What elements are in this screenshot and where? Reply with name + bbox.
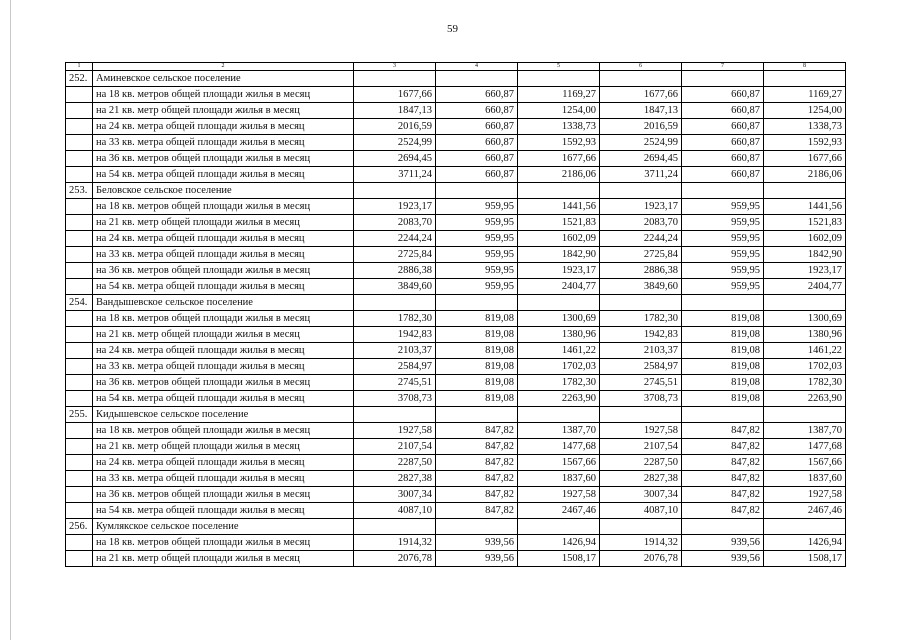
row-label: на 54 кв. метра общей площади жилья в месяц	[93, 503, 354, 519]
value-cell: 1842,90	[764, 247, 846, 263]
value-cell: 1914,32	[600, 535, 682, 551]
row-label: на 33 кв. метра общей площади жилья в месяц	[93, 247, 354, 263]
row-label: на 18 кв. метров общей площади жилья в месяц	[93, 423, 354, 439]
column-number: 3	[354, 63, 436, 71]
value-cell: 847,82	[436, 487, 518, 503]
value-cell: 1914,32	[354, 535, 436, 551]
value-cell: 847,82	[436, 471, 518, 487]
value-cell: 1169,27	[518, 87, 600, 103]
value-cell: 3007,34	[354, 487, 436, 503]
value-cell: 1461,22	[518, 343, 600, 359]
empty-index-cell	[66, 167, 93, 183]
value-cell: 1677,66	[354, 87, 436, 103]
table-row	[66, 391, 846, 407]
value-cell: 660,87	[682, 151, 764, 167]
settlement-row	[66, 71, 846, 87]
empty-cell	[764, 519, 846, 535]
empty-index-cell	[66, 263, 93, 279]
empty-index-cell	[66, 103, 93, 119]
value-cell: 2524,99	[354, 135, 436, 151]
empty-index-cell	[66, 455, 93, 471]
empty-index-cell	[66, 231, 93, 247]
empty-index-cell	[66, 215, 93, 231]
row-label: на 54 кв. метра общей площади жилья в месяц	[93, 167, 354, 183]
value-cell: 660,87	[682, 87, 764, 103]
value-cell: 1567,66	[518, 455, 600, 471]
value-cell: 1602,09	[518, 231, 600, 247]
empty-cell	[354, 71, 436, 87]
table-row	[66, 327, 846, 343]
value-cell: 2725,84	[354, 247, 436, 263]
value-cell: 4087,10	[354, 503, 436, 519]
value-cell: 660,87	[682, 103, 764, 119]
value-cell: 1923,17	[600, 199, 682, 215]
value-cell: 2725,84	[600, 247, 682, 263]
row-label: на 36 кв. метров общей площади жилья в месяц	[93, 263, 354, 279]
empty-cell	[436, 183, 518, 199]
empty-index-cell	[66, 487, 93, 503]
value-cell: 819,08	[682, 343, 764, 359]
column-number: 5	[518, 63, 600, 71]
value-cell: 1923,17	[518, 263, 600, 279]
value-cell: 1380,96	[518, 327, 600, 343]
value-cell: 660,87	[436, 87, 518, 103]
empty-index-cell	[66, 119, 93, 135]
row-label: на 54 кв. метра общей площади жилья в месяц	[93, 391, 354, 407]
table-row	[66, 535, 846, 551]
value-cell: 1782,30	[764, 375, 846, 391]
value-cell: 1441,56	[764, 199, 846, 215]
table-body	[66, 63, 846, 567]
value-cell: 2083,70	[354, 215, 436, 231]
value-cell: 959,95	[682, 263, 764, 279]
column-number: 6	[600, 63, 682, 71]
row-label: на 21 кв. метр общей площади жилья в месяц	[93, 439, 354, 455]
value-cell: 660,87	[682, 167, 764, 183]
value-cell: 2103,37	[354, 343, 436, 359]
value-cell: 3711,24	[600, 167, 682, 183]
empty-cell	[436, 71, 518, 87]
value-cell: 3007,34	[600, 487, 682, 503]
value-cell: 1380,96	[764, 327, 846, 343]
empty-index-cell	[66, 471, 93, 487]
empty-index-cell	[66, 439, 93, 455]
value-cell: 939,56	[682, 551, 764, 567]
row-label: на 18 кв. метров общей площади жилья в месяц	[93, 311, 354, 327]
value-cell: 2827,38	[354, 471, 436, 487]
value-cell: 2016,59	[354, 119, 436, 135]
empty-index-cell	[66, 247, 93, 263]
empty-cell	[764, 407, 846, 423]
value-cell: 2694,45	[600, 151, 682, 167]
table-row	[66, 455, 846, 471]
value-cell: 660,87	[436, 135, 518, 151]
empty-index-cell	[66, 391, 93, 407]
value-cell: 959,95	[436, 231, 518, 247]
table-row	[66, 503, 846, 519]
value-cell: 1842,90	[518, 247, 600, 263]
value-cell: 847,82	[436, 503, 518, 519]
value-cell: 2404,77	[764, 279, 846, 295]
value-cell: 959,95	[682, 199, 764, 215]
table-row	[66, 279, 846, 295]
value-cell: 1387,70	[764, 423, 846, 439]
value-cell: 847,82	[682, 487, 764, 503]
empty-cell	[518, 183, 600, 199]
value-cell: 3708,73	[600, 391, 682, 407]
settlement-row	[66, 519, 846, 535]
value-cell: 660,87	[436, 119, 518, 135]
column-number-row	[66, 63, 846, 71]
empty-index-cell	[66, 423, 93, 439]
table-row	[66, 119, 846, 135]
value-cell: 1923,17	[764, 263, 846, 279]
row-label: на 18 кв. метров общей площади жилья в месяц	[93, 535, 354, 551]
row-label: на 33 кв. метра общей площади жилья в месяц	[93, 471, 354, 487]
value-cell: 2287,50	[600, 455, 682, 471]
row-label: на 36 кв. метров общей площади жилья в месяц	[93, 375, 354, 391]
value-cell: 1927,58	[764, 487, 846, 503]
row-label: на 21 кв. метр общей площади жилья в месяц	[93, 103, 354, 119]
settlement-row	[66, 407, 846, 423]
value-cell: 3711,24	[354, 167, 436, 183]
row-label: на 54 кв. метра общей площади жилья в месяц	[93, 279, 354, 295]
value-cell: 959,95	[436, 199, 518, 215]
column-number: 8	[764, 63, 846, 71]
empty-cell	[354, 407, 436, 423]
value-cell: 2404,77	[518, 279, 600, 295]
empty-cell	[354, 519, 436, 535]
row-label: на 21 кв. метр общей площади жилья в месяц	[93, 327, 354, 343]
table-row	[66, 263, 846, 279]
empty-index-cell	[66, 327, 93, 343]
table-row	[66, 103, 846, 119]
value-cell: 847,82	[682, 503, 764, 519]
table-row	[66, 359, 846, 375]
row-label: на 18 кв. метров общей площади жилья в месяц	[93, 87, 354, 103]
empty-cell	[764, 295, 846, 311]
value-cell: 939,56	[436, 551, 518, 567]
value-cell: 819,08	[682, 311, 764, 327]
empty-cell	[354, 183, 436, 199]
value-cell: 1592,93	[764, 135, 846, 151]
value-cell: 819,08	[436, 311, 518, 327]
empty-cell	[518, 71, 600, 87]
settlement-name: Беловское сельское поселение	[93, 183, 354, 199]
empty-index-cell	[66, 375, 93, 391]
empty-index-cell	[66, 151, 93, 167]
value-cell: 4087,10	[600, 503, 682, 519]
empty-cell	[764, 183, 846, 199]
value-cell: 2467,46	[518, 503, 600, 519]
settlement-index: 255.	[66, 407, 93, 423]
value-cell: 2083,70	[600, 215, 682, 231]
value-cell: 1521,83	[518, 215, 600, 231]
value-cell: 939,56	[436, 535, 518, 551]
value-cell: 1461,22	[764, 343, 846, 359]
value-cell: 2186,06	[518, 167, 600, 183]
settlement-index: 253.	[66, 183, 93, 199]
value-cell: 2745,51	[354, 375, 436, 391]
value-cell: 1441,56	[518, 199, 600, 215]
row-label: на 24 кв. метра общей площади жилья в месяц	[93, 455, 354, 471]
value-cell: 1508,17	[518, 551, 600, 567]
empty-cell	[600, 183, 682, 199]
value-cell: 819,08	[682, 375, 764, 391]
table-row	[66, 151, 846, 167]
empty-cell	[436, 295, 518, 311]
value-cell: 2886,38	[600, 263, 682, 279]
value-cell: 660,87	[682, 135, 764, 151]
value-cell: 1677,66	[764, 151, 846, 167]
value-cell: 660,87	[436, 151, 518, 167]
value-cell: 2186,06	[764, 167, 846, 183]
settlement-index: 252.	[66, 71, 93, 87]
value-cell: 1677,66	[518, 151, 600, 167]
row-label: на 18 кв. метров общей площади жилья в месяц	[93, 199, 354, 215]
value-cell: 959,95	[682, 231, 764, 247]
row-label: на 24 кв. метра общей площади жилья в месяц	[93, 119, 354, 135]
empty-cell	[682, 519, 764, 535]
value-cell: 2584,97	[354, 359, 436, 375]
scan-margin-line	[10, 0, 11, 640]
value-cell: 1254,00	[518, 103, 600, 119]
value-cell: 1927,58	[600, 423, 682, 439]
value-cell: 1426,94	[518, 535, 600, 551]
value-cell: 1782,30	[600, 311, 682, 327]
empty-index-cell	[66, 199, 93, 215]
value-cell: 819,08	[436, 343, 518, 359]
value-cell: 2694,45	[354, 151, 436, 167]
value-cell: 1602,09	[764, 231, 846, 247]
settlement-name: Вандышевское сельское поселение	[93, 295, 354, 311]
value-cell: 959,95	[682, 279, 764, 295]
value-cell: 1837,60	[518, 471, 600, 487]
row-label: на 24 кв. метра общей площади жилья в месяц	[93, 343, 354, 359]
value-cell: 847,82	[682, 455, 764, 471]
table-row	[66, 311, 846, 327]
empty-cell	[518, 407, 600, 423]
settlement-name: Кидышевское сельское поселение	[93, 407, 354, 423]
row-label: на 36 кв. метров общей площади жилья в месяц	[93, 151, 354, 167]
value-cell: 1847,13	[600, 103, 682, 119]
empty-cell	[600, 407, 682, 423]
column-number: 7	[682, 63, 764, 71]
value-cell: 2263,90	[518, 391, 600, 407]
empty-cell	[436, 407, 518, 423]
value-cell: 939,56	[682, 535, 764, 551]
value-cell: 1254,00	[764, 103, 846, 119]
empty-cell	[518, 295, 600, 311]
value-cell: 2524,99	[600, 135, 682, 151]
settlement-row	[66, 183, 846, 199]
value-cell: 1702,03	[764, 359, 846, 375]
value-cell: 847,82	[682, 423, 764, 439]
value-cell: 1521,83	[764, 215, 846, 231]
empty-index-cell	[66, 279, 93, 295]
value-cell: 660,87	[436, 167, 518, 183]
value-cell: 1592,93	[518, 135, 600, 151]
value-cell: 2467,46	[764, 503, 846, 519]
empty-cell	[682, 71, 764, 87]
row-label: на 36 кв. метров общей площади жилья в месяц	[93, 487, 354, 503]
settlement-index: 254.	[66, 295, 93, 311]
value-cell: 660,87	[436, 103, 518, 119]
value-cell: 819,08	[436, 391, 518, 407]
empty-index-cell	[66, 359, 93, 375]
value-cell: 959,95	[436, 263, 518, 279]
settlement-row	[66, 295, 846, 311]
empty-cell	[436, 519, 518, 535]
table-row	[66, 423, 846, 439]
value-cell: 847,82	[436, 439, 518, 455]
value-cell: 1923,17	[354, 199, 436, 215]
empty-cell	[682, 407, 764, 423]
value-cell: 1677,66	[600, 87, 682, 103]
empty-cell	[600, 519, 682, 535]
value-cell: 959,95	[682, 247, 764, 263]
settlement-index: 256.	[66, 519, 93, 535]
value-cell: 2287,50	[354, 455, 436, 471]
empty-index-cell	[66, 311, 93, 327]
value-cell: 1782,30	[518, 375, 600, 391]
row-label: на 24 кв. метра общей площади жилья в месяц	[93, 231, 354, 247]
table-row	[66, 167, 846, 183]
settlement-name: Кумлякское сельское поселение	[93, 519, 354, 535]
value-cell: 2016,59	[600, 119, 682, 135]
value-cell: 847,82	[682, 439, 764, 455]
value-cell: 2107,54	[600, 439, 682, 455]
table-row	[66, 487, 846, 503]
empty-cell	[600, 71, 682, 87]
empty-index-cell	[66, 343, 93, 359]
value-cell: 2244,24	[600, 231, 682, 247]
value-cell: 1702,03	[518, 359, 600, 375]
empty-cell	[518, 519, 600, 535]
value-cell: 819,08	[682, 391, 764, 407]
row-label: на 21 кв. метр общей площади жилья в месяц	[93, 551, 354, 567]
value-cell: 959,95	[436, 247, 518, 263]
empty-index-cell	[66, 87, 93, 103]
empty-index-cell	[66, 535, 93, 551]
page-number: 59	[447, 23, 458, 35]
value-cell: 2103,37	[600, 343, 682, 359]
value-cell: 1942,83	[354, 327, 436, 343]
value-cell: 1300,69	[518, 311, 600, 327]
value-cell: 847,82	[436, 455, 518, 471]
empty-cell	[600, 295, 682, 311]
value-cell: 2584,97	[600, 359, 682, 375]
value-cell: 847,82	[436, 423, 518, 439]
value-cell: 819,08	[436, 359, 518, 375]
table-row	[66, 199, 846, 215]
value-cell: 3708,73	[354, 391, 436, 407]
empty-cell	[764, 71, 846, 87]
value-cell: 959,95	[436, 279, 518, 295]
column-number: 2	[93, 63, 354, 71]
empty-cell	[682, 183, 764, 199]
value-cell: 2076,78	[600, 551, 682, 567]
value-cell: 1426,94	[764, 535, 846, 551]
value-cell: 1338,73	[518, 119, 600, 135]
value-cell: 1477,68	[764, 439, 846, 455]
tariff-table	[65, 62, 846, 567]
row-label: на 33 кв. метра общей площади жилья в месяц	[93, 359, 354, 375]
value-cell: 2244,24	[354, 231, 436, 247]
column-number: 4	[436, 63, 518, 71]
value-cell: 3849,60	[354, 279, 436, 295]
table-row	[66, 343, 846, 359]
value-cell: 1847,13	[354, 103, 436, 119]
table-row	[66, 135, 846, 151]
value-cell: 819,08	[682, 359, 764, 375]
value-cell: 660,87	[682, 119, 764, 135]
value-cell: 1338,73	[764, 119, 846, 135]
value-cell: 2107,54	[354, 439, 436, 455]
value-cell: 819,08	[436, 375, 518, 391]
table-row	[66, 551, 846, 567]
row-label: на 21 кв. метр общей площади жилья в месяц	[93, 215, 354, 231]
value-cell: 959,95	[682, 215, 764, 231]
value-cell: 819,08	[682, 327, 764, 343]
empty-index-cell	[66, 551, 93, 567]
value-cell: 2263,90	[764, 391, 846, 407]
table-row	[66, 247, 846, 263]
value-cell: 1837,60	[764, 471, 846, 487]
value-cell: 959,95	[436, 215, 518, 231]
value-cell: 1567,66	[764, 455, 846, 471]
empty-index-cell	[66, 503, 93, 519]
value-cell: 1927,58	[354, 423, 436, 439]
column-number: 1	[66, 63, 93, 71]
value-cell: 1477,68	[518, 439, 600, 455]
value-cell: 847,82	[682, 471, 764, 487]
value-cell: 2076,78	[354, 551, 436, 567]
value-cell: 2827,38	[600, 471, 682, 487]
settlement-name: Аминевское сельское поселение	[93, 71, 354, 87]
table-row	[66, 471, 846, 487]
table-row	[66, 231, 846, 247]
value-cell: 2745,51	[600, 375, 682, 391]
table-row	[66, 215, 846, 231]
table-row	[66, 87, 846, 103]
value-cell: 2886,38	[354, 263, 436, 279]
value-cell: 1927,58	[518, 487, 600, 503]
value-cell: 1942,83	[600, 327, 682, 343]
value-cell: 3849,60	[600, 279, 682, 295]
empty-cell	[354, 295, 436, 311]
value-cell: 1387,70	[518, 423, 600, 439]
value-cell: 1169,27	[764, 87, 846, 103]
value-cell: 1300,69	[764, 311, 846, 327]
value-cell: 1508,17	[764, 551, 846, 567]
value-cell: 1782,30	[354, 311, 436, 327]
empty-index-cell	[66, 135, 93, 151]
empty-cell	[682, 295, 764, 311]
table-row	[66, 439, 846, 455]
table-row	[66, 375, 846, 391]
row-label: на 33 кв. метра общей площади жилья в месяц	[93, 135, 354, 151]
value-cell: 819,08	[436, 327, 518, 343]
